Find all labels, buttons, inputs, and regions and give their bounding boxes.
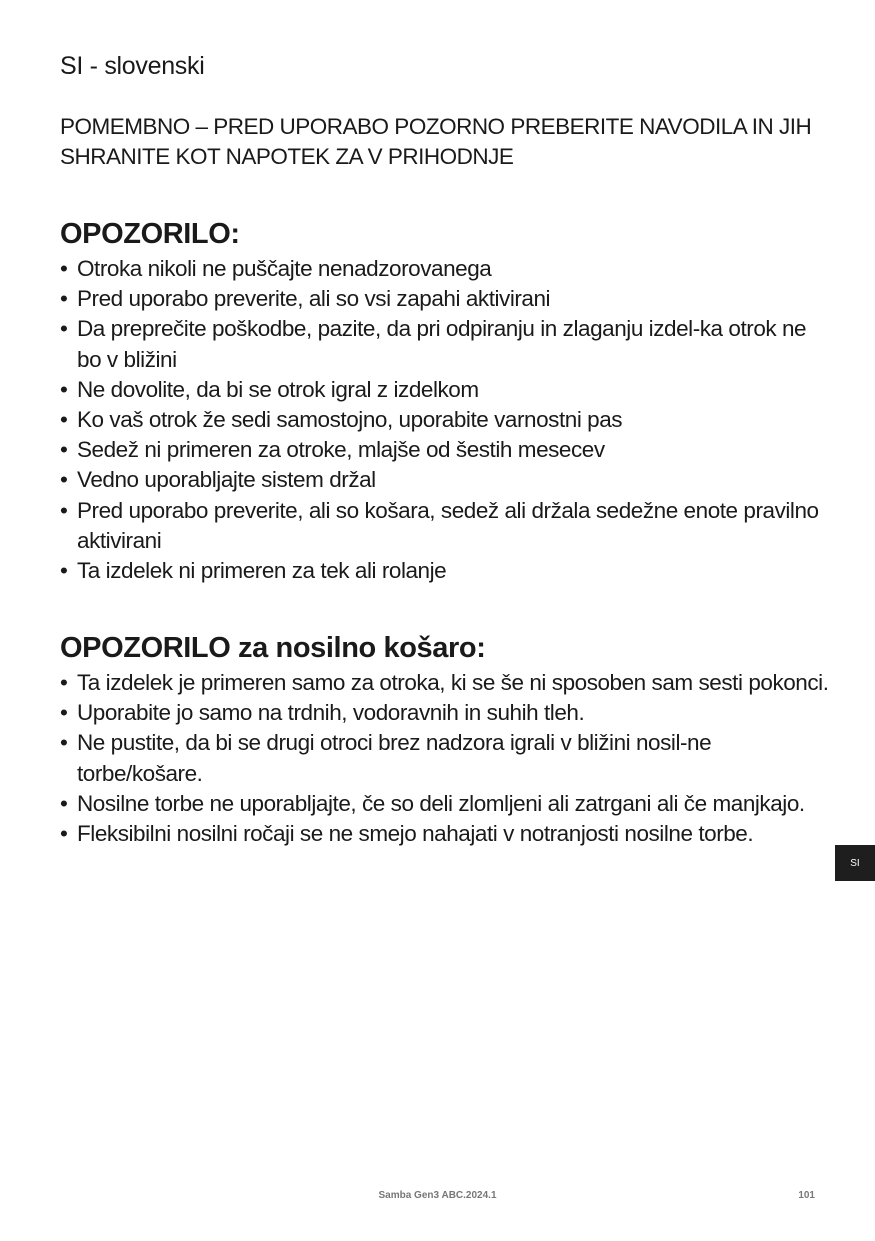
warning-item-text: Fleksibilni nosilni ročaji se ne smejo nahajati v notranjosti nosilne torbe. bbox=[77, 821, 754, 847]
warning-list-item bbox=[60, 728, 830, 788]
warning-list-item bbox=[60, 819, 830, 849]
bullet-icon: • bbox=[60, 467, 68, 493]
bullet-icon: • bbox=[60, 316, 68, 342]
bullet-icon: • bbox=[60, 700, 68, 726]
important-notice: POMEMBNO – PRED UPORABO POZORNO PREBERITE NAVODILA IN JIH SHRANITE KOT NAPOTEK ZA V PRIHODNJE bbox=[60, 114, 812, 169]
page-language-header: SI - slovenski bbox=[60, 52, 205, 80]
warning-item-text: Ta izdelek je primeren samo za otroka, ki se še ni sposoben sam sesti pokonci. bbox=[77, 670, 829, 695]
warning-item-text: Da preprečite poškodbe, pazite, da pri odpiranju in zlaganju izdel-ka otrok ne bo v bližini bbox=[77, 316, 807, 372]
warning-list-item bbox=[60, 314, 830, 374]
warning-list-item bbox=[60, 789, 830, 819]
warning-list-item bbox=[60, 668, 830, 698]
warning-list-item bbox=[60, 375, 830, 405]
warning-list bbox=[60, 254, 830, 586]
carrycot-warning-list bbox=[60, 668, 830, 849]
bullet-icon: • bbox=[60, 437, 68, 463]
warning-title: OPOZORILO: bbox=[60, 218, 240, 250]
warning-item-text: Nosilne torbe ne uporabljajte, če so deli zlomljeni ali zatrgani ali če manjkajo. bbox=[77, 790, 805, 816]
warning-list-item bbox=[60, 254, 830, 284]
warning-item-text: Ta izdelek ni primeren za tek ali rolanje bbox=[77, 558, 447, 584]
warning-list-item bbox=[60, 698, 830, 728]
footer-document-name: Samba Gen3 ABC.2024.1 bbox=[378, 1190, 497, 1201]
bullet-icon: • bbox=[60, 256, 68, 281]
warning-item-text: Uporabite jo samo na trdnih, vodoravnih in suhih tleh. bbox=[77, 700, 585, 726]
warning-section-carrycot bbox=[60, 628, 830, 849]
bullet-icon: • bbox=[60, 497, 68, 523]
warning-item-text: Ne dovolite, da bi se otrok igral z izdelkom bbox=[77, 376, 479, 402]
bullet-icon: • bbox=[60, 670, 68, 695]
bullet-icon: • bbox=[60, 730, 68, 756]
bullet-icon: • bbox=[60, 821, 68, 847]
warning-list-item bbox=[60, 284, 830, 314]
warning-item-text: Ne pustite, da bi se drugi otroci brez nadzora igrali v bližini nosil-ne torbe/košare. bbox=[77, 730, 712, 786]
carrycot-warning-title: OPOZORILO za nosilno košaro: bbox=[60, 632, 486, 664]
warning-item-text: Otroka nikoli ne puščajte nenadzorovanega bbox=[77, 256, 492, 281]
warning-item-text: Ko vaš otrok že sedi samostojno, uporabite varnostni pas bbox=[77, 407, 623, 433]
warning-list-item bbox=[60, 465, 830, 495]
language-side-tab: SI bbox=[835, 845, 875, 881]
warning-item-text: Pred uporabo preverite, ali so vsi zapahi aktivirani bbox=[77, 286, 551, 312]
warning-item-text: Sedež ni primeren za otroke, mlajše od šestih mesecev bbox=[77, 437, 605, 463]
footer-page-number: 101 bbox=[798, 1190, 815, 1201]
bullet-icon: • bbox=[60, 790, 68, 816]
bullet-icon: • bbox=[60, 407, 68, 433]
warning-section-general bbox=[60, 214, 830, 586]
bullet-icon: • bbox=[60, 558, 68, 584]
warning-list-item bbox=[60, 405, 830, 435]
warning-list-item bbox=[60, 435, 830, 465]
warning-item-text: Vedno uporabljajte sistem držal bbox=[77, 467, 376, 493]
bullet-icon: • bbox=[60, 286, 68, 312]
warning-item-text: Pred uporabo preverite, ali so košara, sedež ali držala sedežne enote pravilno aktivirani bbox=[77, 497, 819, 553]
warning-list-item bbox=[60, 496, 830, 556]
warning-list-item bbox=[60, 556, 830, 586]
bullet-icon: • bbox=[60, 376, 68, 402]
